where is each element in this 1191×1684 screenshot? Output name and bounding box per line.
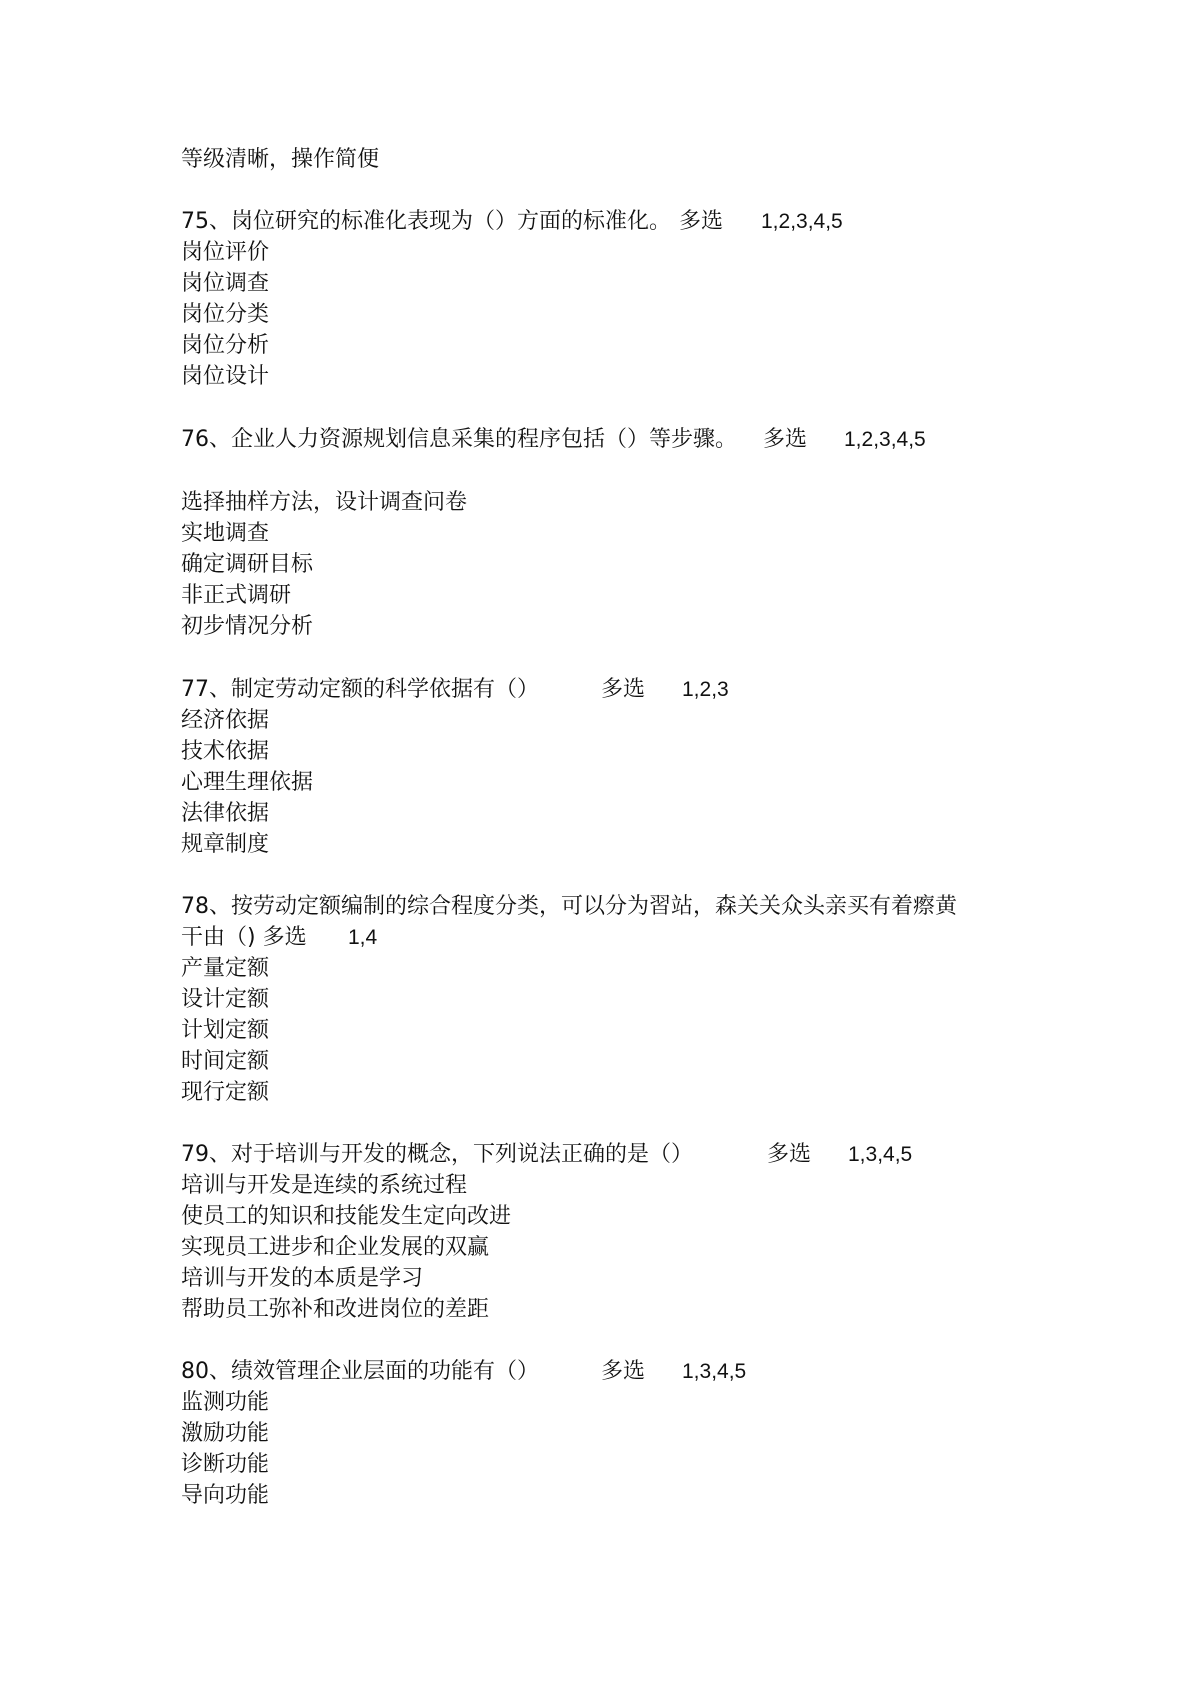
option: 导向功能 xyxy=(181,1483,270,1508)
question-answer: 1,3,4,5 xyxy=(848,1143,913,1166)
option: 岗位分类 xyxy=(181,302,270,327)
option: 法律依据 xyxy=(181,801,270,826)
option: 岗位分析 xyxy=(181,333,270,358)
question-answer: 1,2,3,4,5 xyxy=(761,210,843,233)
option: 帮助员工弥补和改进岗位的差距 xyxy=(181,1297,490,1322)
option: 设计定额 xyxy=(181,987,270,1012)
question-77 xyxy=(181,676,781,704)
option: 监测功能 xyxy=(181,1390,270,1415)
question-type: 多选 xyxy=(763,427,808,452)
question-type: 多选 xyxy=(601,677,646,702)
question-78-line-2 xyxy=(181,924,581,952)
question-type: 多选 xyxy=(601,1359,646,1384)
question-79 xyxy=(181,1141,941,1169)
option: 实现员工进步和企业发展的双赢 xyxy=(181,1235,490,1260)
question-text: 79、对于培训与开发的概念，下列说法正确的是（） xyxy=(181,1142,693,1167)
question-answer: 1,4 xyxy=(348,926,378,949)
option: 培训与开发的本质是学习 xyxy=(181,1266,424,1291)
option: 非正式调研 xyxy=(181,583,292,608)
option: 岗位评价 xyxy=(181,240,270,265)
option: 激励功能 xyxy=(181,1421,270,1446)
option: 初步情况分析 xyxy=(181,614,314,639)
question-78-line-1: 78、按劳动定额编制的综合程度分类，可以分为習站，森关关众头亲买有着瘵黄 xyxy=(181,894,957,919)
option: 使员工的知识和技能发生定向改进 xyxy=(181,1204,512,1229)
question-text: 80、绩效管理企业层面的功能有（） xyxy=(181,1359,539,1384)
option: 时间定额 xyxy=(181,1049,270,1074)
option: 计划定额 xyxy=(181,1018,270,1043)
option: 岗位调查 xyxy=(181,271,270,296)
question-text: 75、岗位研究的标准化表现为（）方面的标准化。 xyxy=(181,209,671,234)
question-text: 76、企业人力资源规划信息采集的程序包括（）等步骤。 xyxy=(181,427,737,452)
intro-line: 等级清晰，操作简便 xyxy=(181,147,380,172)
question-type: 多选 xyxy=(767,1142,812,1167)
option: 培训与开发是连续的系统过程 xyxy=(181,1173,468,1198)
question-76 xyxy=(181,426,981,454)
option: 诊断功能 xyxy=(181,1452,270,1477)
question-answer: 1,2,3 xyxy=(682,678,729,701)
question-80 xyxy=(181,1358,781,1386)
question-text: 77、制定劳动定额的科学依据有（） xyxy=(181,677,539,702)
option: 实地调查 xyxy=(181,521,270,546)
question-answer: 1,3,4,5 xyxy=(682,1360,747,1383)
question-75 xyxy=(181,208,881,236)
option: 心理生理依据 xyxy=(181,770,314,795)
question-type: 多选 xyxy=(679,209,724,234)
option: 技术依据 xyxy=(181,739,270,764)
option: 产量定额 xyxy=(181,956,270,981)
option: 现行定额 xyxy=(181,1080,270,1105)
option: 确定调研目标 xyxy=(181,552,314,577)
question-answer: 1,2,3,4,5 xyxy=(844,428,926,451)
option: 规章制度 xyxy=(181,832,270,857)
option: 经济依据 xyxy=(181,708,270,733)
option: 岗位设计 xyxy=(181,364,270,389)
option: 选择抽样方法，设计调查问卷 xyxy=(181,490,468,515)
question-text: 干由（) 多选 xyxy=(181,925,307,950)
